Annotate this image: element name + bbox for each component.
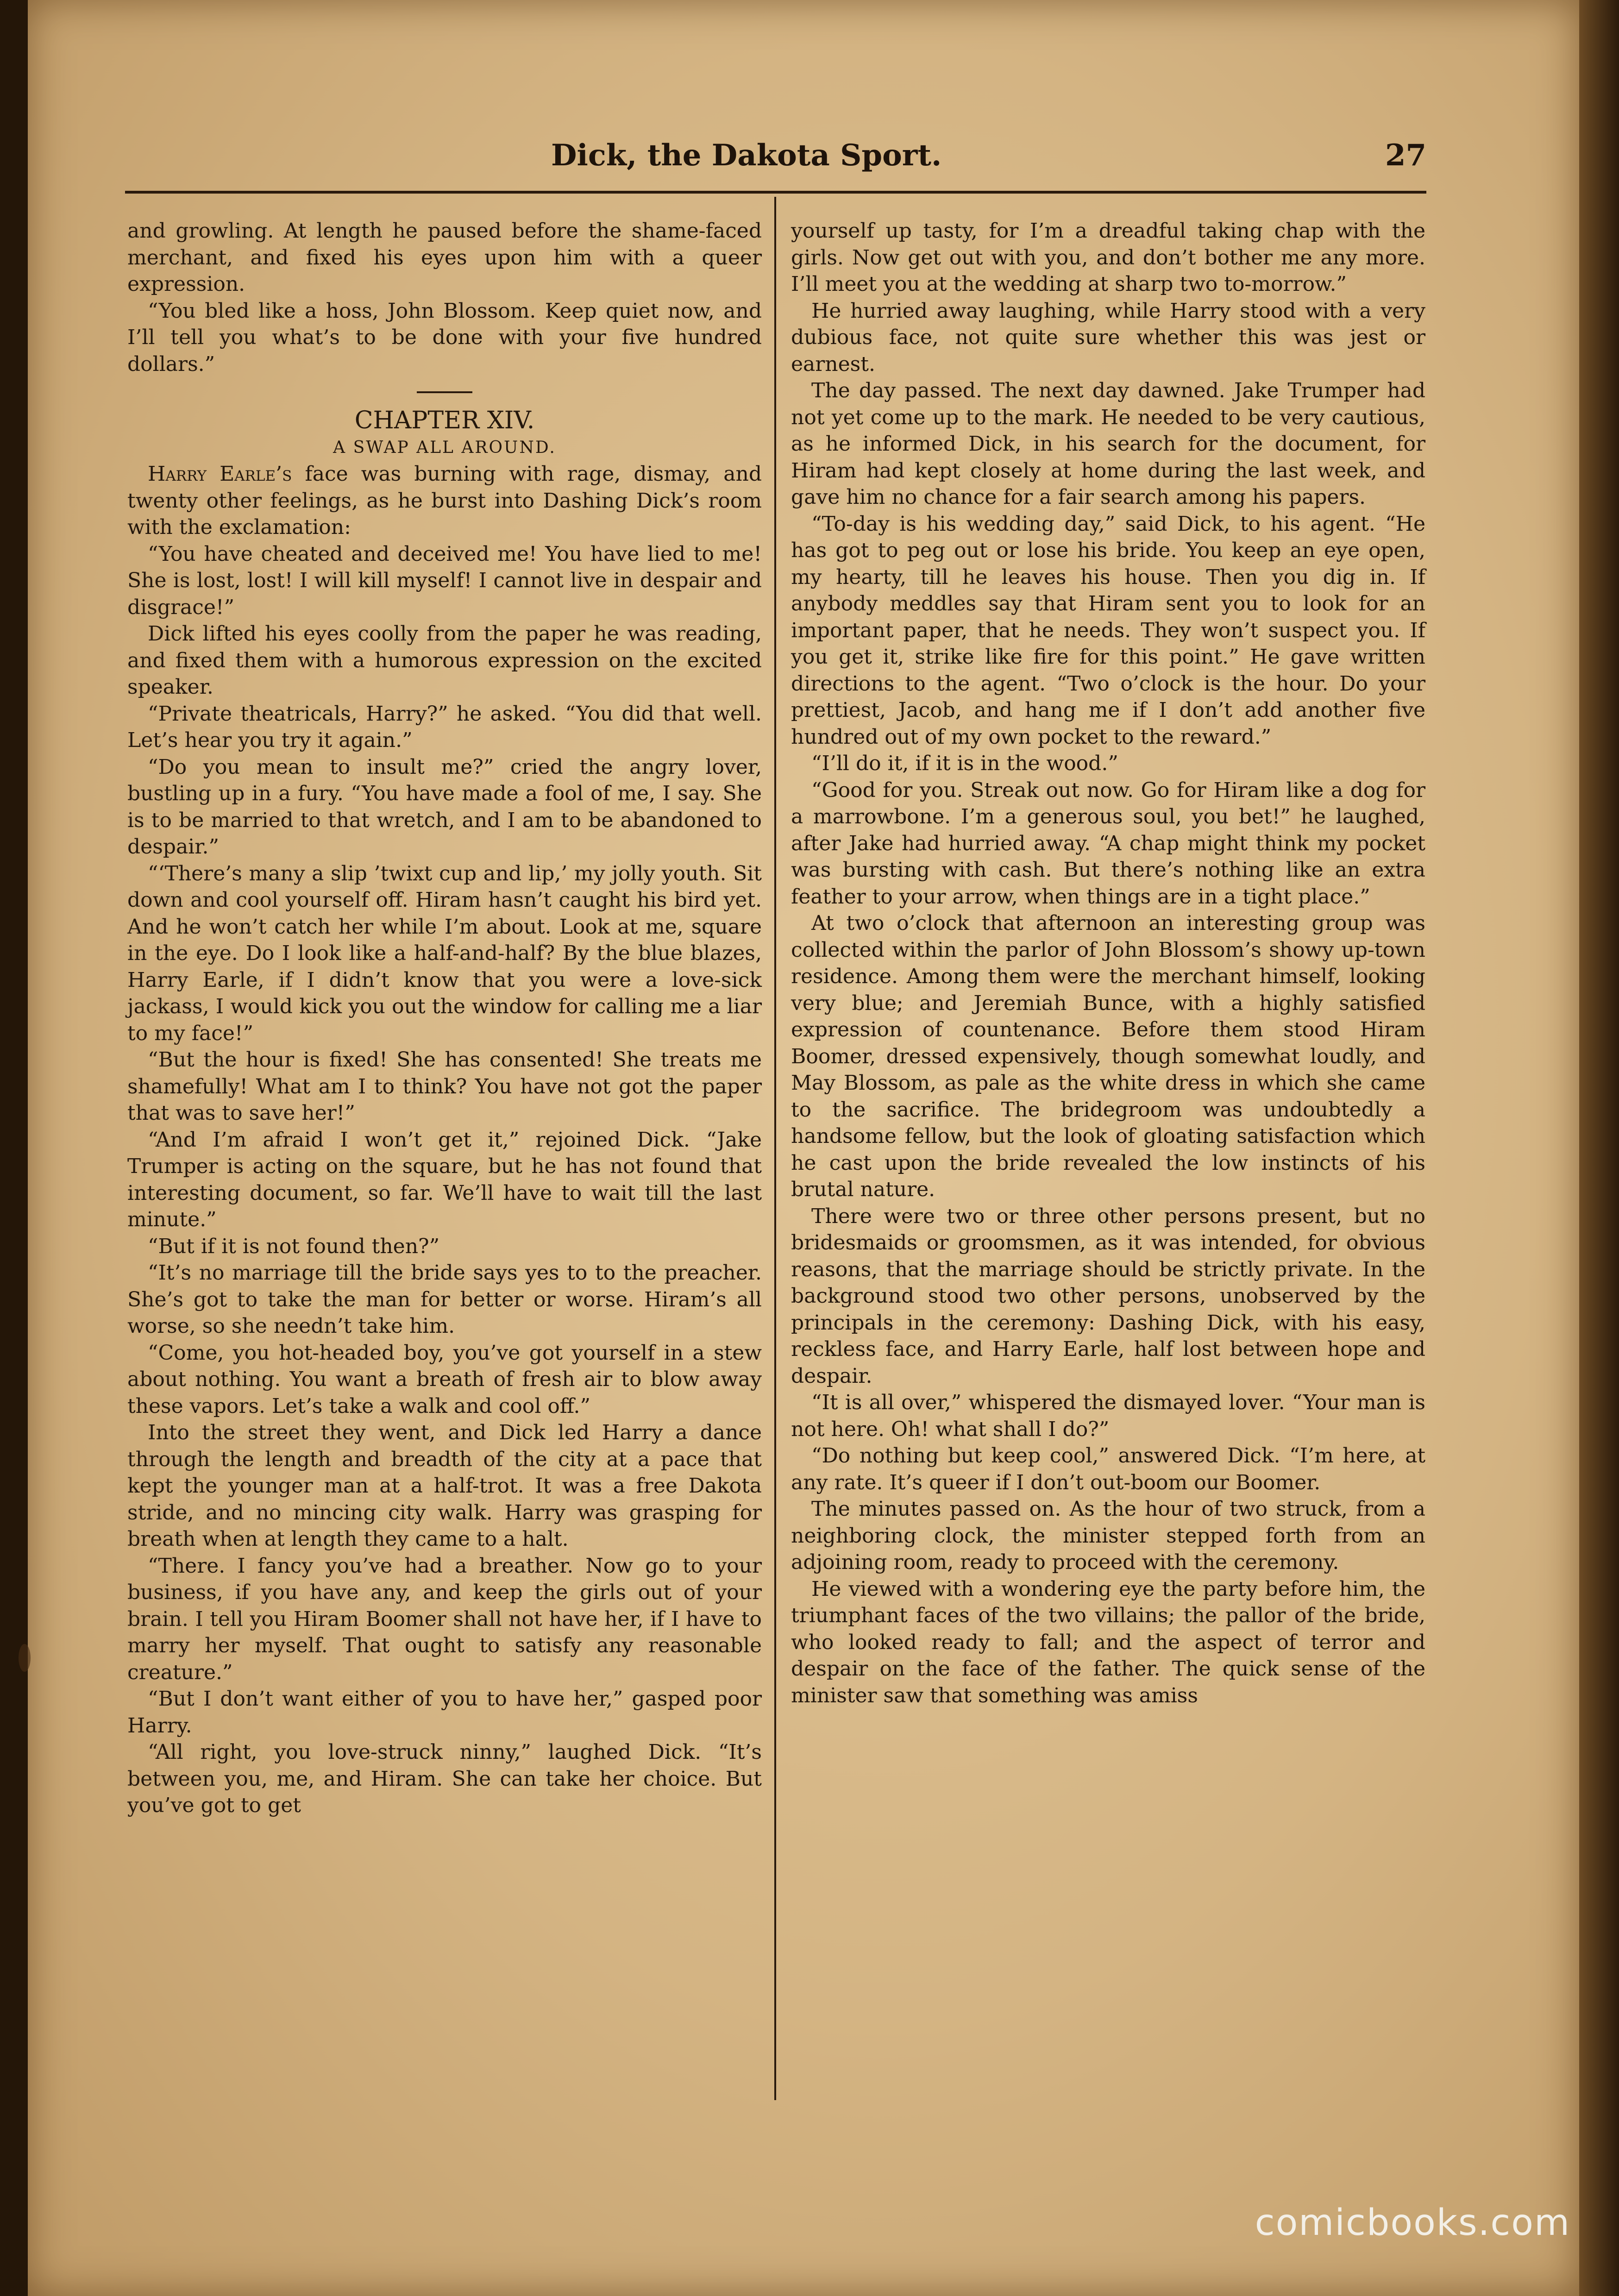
left-column (127, 218, 762, 1819)
paragraph: “It’s no marriage till the bride says yes to to the preacher. She’s got to take the man for better or worse. Hiram’s all worse, so she needn’t take him. (127, 1261, 762, 1338)
paragraph: He viewed with a wondering eye the party before him, the triumphant faces of the two villains; the pallor of the bride, who looked ready to fall; and the aspect of terror and despair on the face of the father. The quick sense of the minister saw that something was amiss (791, 1577, 1425, 1707)
running-title: Dick, the Dakota Sport. (551, 138, 942, 173)
chapter-heading: CHAPTER XIV. (354, 407, 535, 434)
paragraph: “Do nothing but keep cool,” answered Dick. “I’m here, at any rate. It’s queer if I don’t out-boom our Boomer. (791, 1444, 1425, 1494)
opening-text: face was burning with rage, dismay, and twenty other feelings, as he burst into Dashing Dick’s room with the exclamation: (127, 462, 762, 539)
paragraph: “Good for you. Streak out now. Go for Hiram like a dog for a marrowbone. I’m a generous soul, you bet!” he laughed, after Jake had hurried away. “A chap might think my pocket was bursting with cash. But there’s nothing like an extra feather to your arrow, when things are in a tight place.” (791, 778, 1425, 909)
paragraph: “You bled like a hoss, John Blossom. Keep quiet now, and I’ll tell you what’s to be done with your five hundred dollars.” (127, 299, 762, 376)
paragraph: “To-day is his wedding day,” said Dick, to his agent. “He has got to peg out or lose his bride. You keep an eye open, my hearty, till he leaves his house. Then you dig in. If anybody meddles say that Hiram sent you to look for an important paper, that he needs. They won’t suspect you. If you get it, strike like fire for this point.” He gave written directions to the agent. “Two o’clock is the hour. Do your prettiest, Jacob, and hang me if I don’t add another five hundred out of my own pocket to the reward.” (791, 512, 1425, 749)
paragraph: yourself up tasty, for I’m a dreadful taking chap with the girls. Now get out with you, and don’t bother me any more. I’ll meet you at the wedding at sharp two to-morrow.” (791, 219, 1425, 296)
paragraph: and growling. At length he paused before the shame-faced merchant, and fixed his eyes upon him with a queer expression. (127, 219, 762, 296)
binding-hole (19, 1644, 31, 1672)
paragraph: “But I don’t want either of you to have her,” gasped poor Harry. (127, 1687, 762, 1738)
opening-name: Harry Earle’s (148, 462, 292, 486)
header-rule (125, 191, 1426, 194)
paragraph: Dick lifted his eyes coolly from the paper he was reading, and fixed them with a humorous expression on the excited speaker. (127, 622, 762, 699)
page-edge (1579, 0, 1619, 2296)
paragraph: “There. I fancy you’ve had a breather. Now go to your business, if you have any, and keep the girls out of your brain. I tell you Hiram Boomer shall not have her, if I have to marry her myself. That ought to satisfy any reasonable creature.” (127, 1554, 762, 1684)
paragraph: The minutes passed on. As the hour of two struck, from a neighboring clock, the minister stepped forth from an adjoining room, ready to proceed with the ceremony. (791, 1497, 1425, 1574)
paragraph: “And I’m afraid I won’t get it,” rejoined Dick. “Jake Trumper is acting on the square, but he has not found that interesting document, so far. We’ll have to wait till the last minute.” (127, 1128, 762, 1231)
paragraph: “‘There’s many a slip ’twixt cup and lip,’ my jolly youth. Sit down and cool yourself off. Hiram hasn’t caught his bird yet. And he won’t catch her while I’m about. Look at me, square in the eye. Do I look like a half-and-half? By the blue blazes, Harry Earle, if I didn’t know that you were a love-sick jackass, I would kick you out the window for calling me a liar to my face!” (127, 861, 762, 1045)
paragraph: There were two or three other persons present, but no bridesmaids or groomsmen, as it was intended, for obvious reasons, that the marriage should be strictly private. In the background stood two other persons, unobserved by the principals in the ceremony: Dashing Dick, with his easy, reckless face, and Harry Earle, half lost between hope and despair. (791, 1204, 1425, 1388)
column-rule (774, 197, 776, 2100)
running-head (125, 134, 1426, 185)
paragraph: He hurried away laughing, while Harry stood with a very dubious face, not quite sure whether this was jest or earnest. (791, 299, 1425, 376)
paragraph: “Private theatricals, Harry?” he asked. “You did that well. Let’s hear you try it again.” (127, 702, 762, 752)
site-watermark: comicbooks.com (1255, 2202, 1570, 2244)
chapter-opening-paragraph (127, 461, 762, 541)
paragraph: Into the street they went, and Dick led Harry a dance through the length and breadth of the city at a pace that kept the younger man at a half-trot. It was a free Dakota stride, and no mincing city walk. Harry was grasping for breath when at length they came to a halt. (127, 1421, 762, 1551)
paragraph: The day passed. The next day dawned. Jake Trumper had not yet come up to the mark. He needed to be very cautious, as he informed Dick, in his search for the document, for Hiram had kept closely at home during the last week, and gave him no chance for a fair search among his papers. (791, 379, 1425, 509)
paragraph: “Come, you hot-headed boy, you’ve got yourself in a stew about nothing. You want a breath of fresh air to blow away these vapors. Let’s take a walk and cool off.” (127, 1341, 762, 1418)
paragraph: “It is all over,” whispered the dismayed lover. “Your man is not here. Oh! what shall I do?” (791, 1391, 1425, 1441)
paragraph: “I’ll do it, if it is in the wood.” (811, 752, 1118, 775)
paragraph: At two o’clock that afternoon an interesting group was collected within the parlor of John Blossom’s showy up-town residence. Among them were the merchant himself, looking very blue; and Jeremiah Bunce, with a highly satisfied expression of countenance. Before them stood Hiram Boomer, dressed expensively, though somewhat loudly, and May Blossom, as pale as the white dress in which she came to the sacrifice. The bridegroom was undoubtedly a handsome fellow, but the look of gloating satisfaction which he cast upon the bride revealed the low instincts of his brutal nature. (791, 911, 1425, 1201)
paragraph: “But the hour is fixed! She has consented! She treats me shamefully! What am I to think? You have not got the paper that was to save her!” (127, 1048, 762, 1125)
paragraph: “But if it is not found then?” (148, 1234, 440, 1258)
right-column (791, 218, 1425, 1709)
page-number: 27 (1385, 138, 1426, 173)
paragraph: “All right, you love-struck ninny,” laughed Dick. “It’s between you, me, and Hiram. She can take her choice. But you’ve got to get (127, 1740, 762, 1817)
paragraph: “Do you mean to insult me?” cried the angry lover, bustling up in a fury. “You have made a fool of me, I say. She is to be married to that wretch, and I am to be abandoned to despair.” (127, 755, 762, 859)
paragraph: “You have cheated and deceived me! You have lied to me! She is lost, lost! I will kill myself! I cannot live in despair and disgrace!” (127, 542, 762, 619)
section-divider (417, 391, 472, 393)
chapter-subheading: A SWAP ALL AROUND. (333, 438, 556, 457)
